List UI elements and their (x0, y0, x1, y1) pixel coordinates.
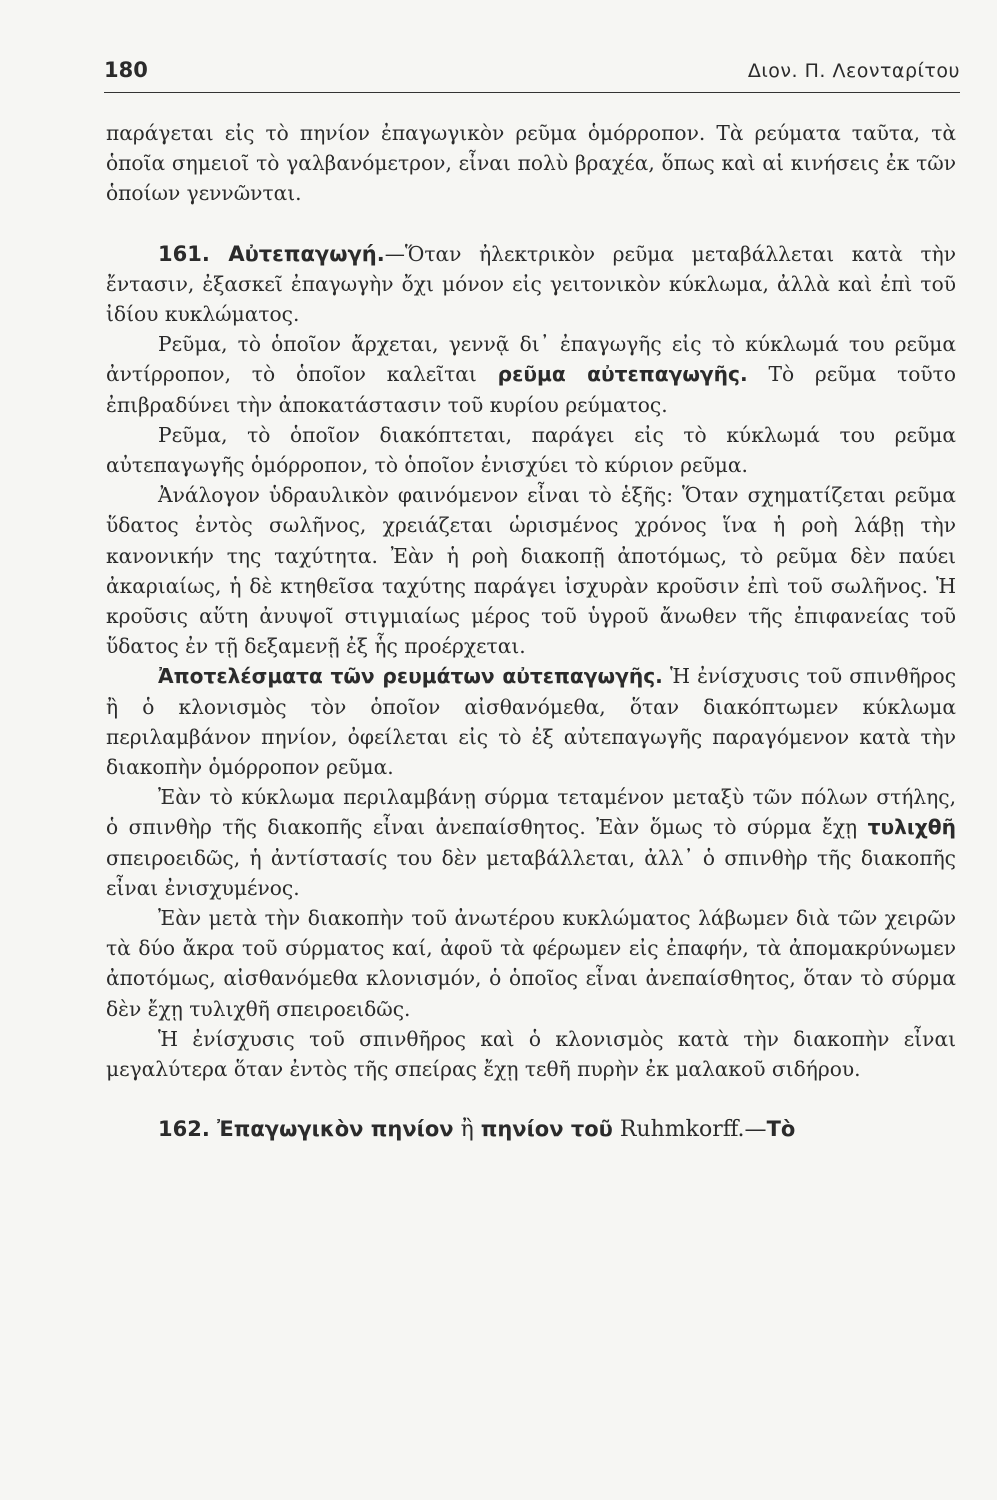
paragraph-text: Ἐὰν τὸ κύκλωμα περιλαμβάνῃ σύρμα τεταμένον μεταξὺ τῶν πόλων στήλης, ὁ σπινθὴρ τῆς διακοπῆς εἶναι ἀνεπαίσθητος. Ἐὰν ὅμως τὸ σύρμα ἔχῃ (106, 785, 956, 840)
term-self-induction-current: ρεῦμα αὐτεπαγωγῆς. (497, 362, 748, 387)
paragraph-starting-current (106, 329, 956, 420)
page-number: 180 (104, 58, 148, 82)
paragraph-effects (106, 661, 956, 782)
paragraph-iron-core: Ἡ ἐνίσχυσις τοῦ σπινθῆρος καὶ ὁ κλονισμὸς κατὰ τὴν διακοπὴν εἶναι μεγαλύτερα ὅταν ἐντὸς τῆς σπείρας ἔχῃ τεθῆ πυρὴν ἐκ μαλακοῦ σιδήρου. (106, 1026, 956, 1082)
section-161-text: —Ὅταν ἠλεκτρικὸν ρεῦμα μεταβάλλεται κατὰ τὴν ἔντασιν, ἐξασκεῖ ἐπαγωγὴν ὄχι μόνον εἰς γειτονικὸν κύκλωμα, ἀλλὰ καὶ ἐπὶ τοῦ ἰδίου κυκλώματος. (106, 241, 956, 327)
section-162 (106, 1114, 956, 1145)
paragraph-shock: Ἐὰν μετὰ τὴν διακοπὴν τοῦ ἀνωτέρου κυκλώματος λάβωμεν διὰ τῶν χειρῶν τὰ δύο ἄκρα τοῦ σύρματος καί, ἀφοῦ τὰ φέρωμεν εἰς ἐπαφήν, τὰ ἀπομακρύνωμεν ἀποτόμως, αἰσθανόμεθα κλονισμόν, ὁ ὁποῖος εἶναι ἀνεπαίσθητος, ὅταν τὸ σύρμα δὲν ἔχῃ τυλιχθῆ σπειροειδῶς. (106, 906, 956, 1021)
paragraph-text: Ρεῦμα, τὸ ὁποῖον ἄρχεται, γεννᾷ δι᾽ ἐπαγωγῆς εἰς τὸ κύκλωμά του ρεῦμα ἀντίρροπον, τὸ ὁποῖον καλεῖται (106, 332, 956, 387)
effects-heading: Ἀποτελέσματα τῶν ρευμάτων αὐτεπαγωγῆς. (158, 664, 663, 689)
section-162-continuation: Τὸ (766, 1117, 796, 1142)
running-head: Διον. Π. Λεονταρίτου (747, 60, 960, 82)
section-162-title: 162. Ἐπαγωγικὸν πηνίον (158, 1117, 454, 1142)
page-header (104, 58, 960, 93)
section-162-name: Ruhmkorff.— (612, 1117, 767, 1143)
paragraph-text: Τὸ ρεῦμα τοῦτο ἐπιβραδύνει τὴν ἀποκατάστασιν τοῦ κυρίου ρεύματος. (106, 362, 957, 417)
paragraph-continued: παράγεται εἰς τὸ πηνίον ἐπαγωγικὸν ρεῦμα ὁμόρροπον. Τὰ ρεύματα ταῦτα, τὰ ὁποῖα σημειοῖ τὸ γαλβανόμετρον, εἶναι πολὺ βραχέα, ὅπως καὶ αἱ κινήσεις ἐκ τῶν ὁποίων γεννῶνται. (106, 121, 956, 206)
page-body (106, 118, 956, 1146)
section-162-title-alt: πηνίον τοῦ (480, 1117, 613, 1142)
section-161 (106, 239, 956, 330)
effects-text: Ἡ ἐνίσχυσις τοῦ σπινθῆρος ἢ ὁ κλονισμὸς τὸν ὁποῖον αἰσθανόμεθα, ὅταν διακόπτωμεν κύκλωμα περιλαμβάνον πηνίον, ὀφείλεται εἰς τὸ ἐξ αὐτεπαγωγῆς παραγόμενον κατὰ τὴν διακοπὴν ὁμόρροπον ρεῦμα. (106, 664, 957, 780)
section-162-or: ἢ (453, 1117, 481, 1143)
paragraph-hydraulic-analogy: Ἀνάλογον ὑδραυλικὸν φαινόμενον εἶναι τὸ ἑξῆς: Ὅταν σχηματίζεται ρεῦμα ὕδατος ἐντὸς σωλῆνος, χρειάζεται ὡρισμένος χρόνος ἵνα ἡ ροὴ λάβῃ τὴν κανονικήν της ταχύτητα. Ἐὰν ἡ ροὴ διακοπῇ ἀποτόμως, τὸ ρεῦμα δὲν παύει ἀκαριαίως, ἡ δὲ κτηθεῖσα ταχύτης παράγει ἰσχυρὰν κροῦσιν ἐπὶ τοῦ σωλῆνος. Ἡ κροῦσις αὕτη ἀνυψοῖ στιγμιαίως μέρος τοῦ ὑγροῦ ἄνωθεν τῆς ἐπιφανείας τοῦ ὕδατος ἐν τῇ δεξαμενῇ ἐξ ἧς προέρχεται. (106, 483, 956, 659)
paragraph-coiled-wire (106, 782, 956, 903)
term-coiled: τυλιχθῆ (867, 815, 956, 840)
paragraph-text: σπειροειδῶς, ἡ ἀντίστασίς του δὲν μεταβάλλεται, ἀλλ᾽ ὁ σπινθὴρ τῆς διακοπῆς εἶναι ἐνισχυμένος. (106, 845, 956, 900)
paragraph-interrupted-current: Ρεῦμα, τὸ ὁποῖον διακόπτεται, παράγει εἰς τὸ κύκλωμά του ρεῦμα αὐτεπαγωγῆς ὁμόρροπον, τὸ ὁποῖον ἐνισχύει τὸ κύριον ρεῦμα. (106, 422, 956, 478)
section-161-title: 161. Αὐτεπαγωγή. (158, 241, 385, 266)
